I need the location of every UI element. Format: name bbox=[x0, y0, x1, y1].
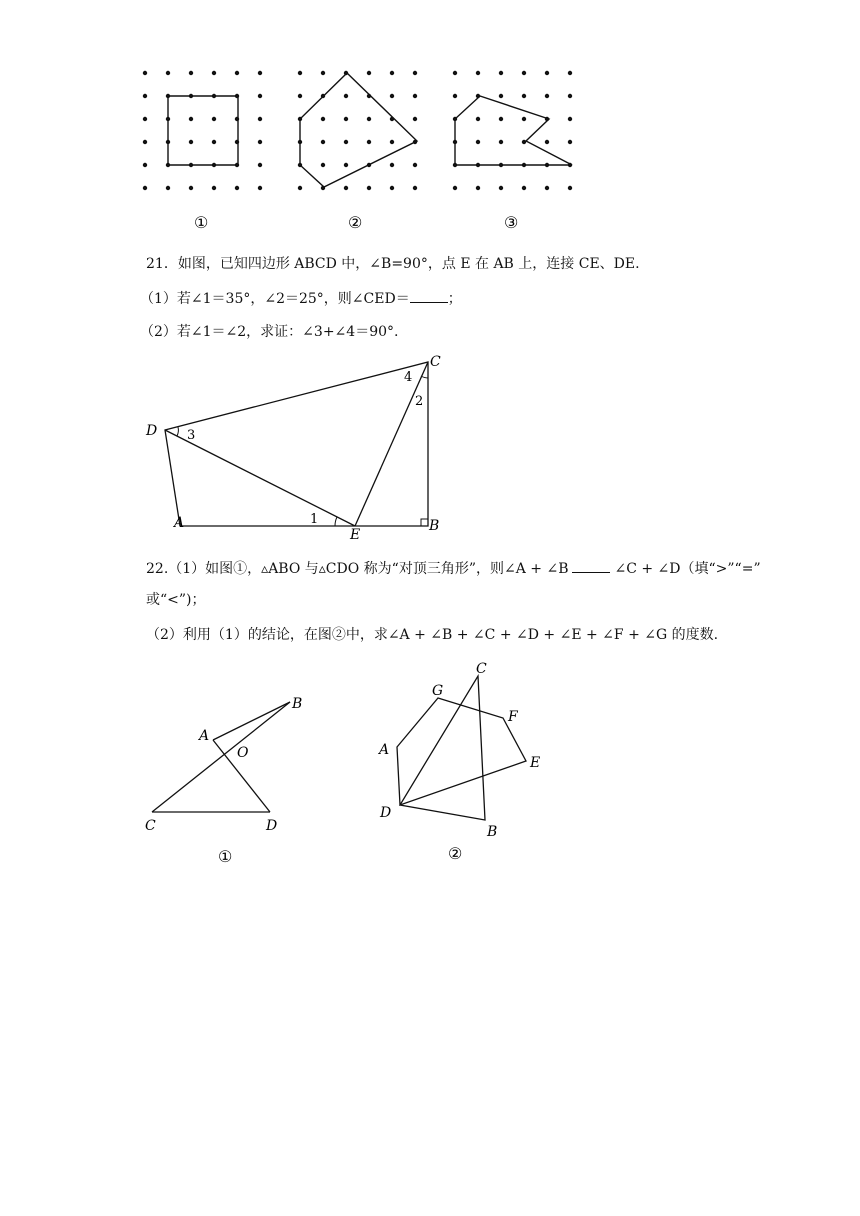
grid-dot bbox=[143, 186, 147, 190]
grid-dot bbox=[321, 140, 325, 144]
q21-part1-text: （1）若∠1＝35°，∠2＝25°，则∠CED＝ bbox=[140, 291, 410, 307]
grid-dot bbox=[499, 94, 503, 98]
grid-dot bbox=[453, 94, 457, 98]
q21-label-C: C bbox=[430, 354, 441, 370]
grid-dot bbox=[166, 186, 170, 190]
q21-right-angle-mark bbox=[421, 519, 428, 526]
grid-dot bbox=[522, 94, 526, 98]
q21-part2: （2）若∠1＝∠2，求证：∠3+∠4＝90°. bbox=[140, 324, 399, 340]
q22-figure-2 bbox=[370, 655, 560, 865]
q22-fig1-segment-AB bbox=[213, 702, 290, 740]
q21-segment-CE bbox=[355, 362, 428, 526]
grid-dot bbox=[499, 71, 503, 75]
grid-dot bbox=[258, 71, 262, 75]
grid-dot bbox=[212, 140, 216, 144]
grid-dot bbox=[499, 117, 503, 121]
grid-dot bbox=[413, 117, 417, 121]
grid-dot bbox=[568, 71, 572, 75]
q22-part1-continuation: 或“<”)； bbox=[146, 592, 206, 608]
q22-fig2-label-G: G bbox=[432, 683, 444, 699]
grid-dot bbox=[522, 71, 526, 75]
grid-dot bbox=[390, 186, 394, 190]
grid-dot bbox=[367, 140, 371, 144]
q21-angle-2: 2 bbox=[415, 394, 424, 409]
grid-dot bbox=[476, 117, 480, 121]
q22-fig1-segment-BC bbox=[152, 702, 290, 812]
grid-dot bbox=[545, 94, 549, 98]
grid-dot bbox=[413, 186, 417, 190]
grid-dot bbox=[189, 140, 193, 144]
q22-fig2-label-C: C bbox=[476, 661, 487, 677]
grid-dot bbox=[258, 163, 262, 167]
grid-dot bbox=[321, 117, 325, 121]
grid-dot bbox=[166, 71, 170, 75]
q22-part2: （2）利用（1）的结论，在图②中，求∠A + ∠B + ∠C + ∠D + ∠E + ∠F + ∠G 的度数. bbox=[146, 627, 719, 643]
grid-dot bbox=[413, 71, 417, 75]
grid-dot bbox=[189, 71, 193, 75]
grid-dot bbox=[321, 71, 325, 75]
q21-figure bbox=[140, 350, 450, 540]
grid-dot bbox=[298, 94, 302, 98]
grid-dot bbox=[235, 186, 239, 190]
grid-dot bbox=[258, 186, 262, 190]
q22-fig2-caption: ② bbox=[448, 844, 463, 863]
grid-dot bbox=[545, 186, 549, 190]
grid-dot bbox=[453, 71, 457, 75]
q21-stem: 21．如图，已知四边形 ABCD 中，∠B=90°，点 E 在 AB 上，连接 CE、DE. bbox=[146, 256, 640, 272]
q22-part1-text: 22.（1）如图①，▵ABO 与▵CDO 称为“对顶三角形”，则∠A + ∠B bbox=[146, 561, 569, 577]
q22-part1-tail: ∠C + ∠D（填“>”“=” bbox=[614, 561, 761, 577]
grid-dot bbox=[212, 186, 216, 190]
q22-answer-blank[interactable] bbox=[572, 558, 610, 573]
q21-angle-2-4-arc bbox=[421, 376, 428, 378]
grid-caption-2: ② bbox=[348, 213, 363, 232]
grid-dot bbox=[568, 117, 572, 121]
grid-dot bbox=[545, 71, 549, 75]
grid-dot bbox=[344, 117, 348, 121]
q22-fig2-label-F: F bbox=[508, 709, 518, 725]
grid-dot bbox=[367, 117, 371, 121]
q21-label-B: B bbox=[429, 518, 440, 534]
grid-dot bbox=[545, 140, 549, 144]
grid-dot bbox=[476, 186, 480, 190]
grid-dot bbox=[143, 117, 147, 121]
q21-answer-blank[interactable] bbox=[410, 288, 448, 303]
grid-dot bbox=[499, 186, 503, 190]
grid-dot bbox=[143, 140, 147, 144]
grid-dot bbox=[568, 186, 572, 190]
grid-polygon-3 bbox=[455, 96, 572, 165]
q22-fig1-label-A: A bbox=[199, 728, 210, 744]
q22-fig1-caption: ① bbox=[218, 847, 233, 866]
q22-fig1-label-C: C bbox=[145, 818, 156, 834]
grid-dot bbox=[258, 117, 262, 121]
q22-fig1-label-D: D bbox=[266, 818, 278, 834]
grid-dot bbox=[390, 71, 394, 75]
grid-dot bbox=[143, 71, 147, 75]
q21-part1 bbox=[140, 288, 462, 309]
grid-dot bbox=[476, 140, 480, 144]
q21-segment-DE bbox=[165, 430, 355, 526]
grid-dot bbox=[298, 186, 302, 190]
grid-dot bbox=[298, 71, 302, 75]
grid-dot bbox=[453, 186, 457, 190]
q21-part1-end: ； bbox=[447, 291, 462, 307]
grid-dot bbox=[390, 140, 394, 144]
grid-dot bbox=[367, 186, 371, 190]
grid-dot bbox=[321, 163, 325, 167]
q22-fig1-label-O: O bbox=[237, 745, 249, 761]
grid-dot bbox=[143, 163, 147, 167]
q21-angle-1: 1 bbox=[310, 512, 319, 527]
grid-dot bbox=[367, 71, 371, 75]
grid-polygon-2 bbox=[300, 73, 417, 187]
grid-caption-3: ③ bbox=[504, 213, 519, 232]
q22-fig2-label-E: E bbox=[530, 755, 541, 771]
q21-label-D: D bbox=[146, 423, 158, 439]
grid-dot bbox=[189, 186, 193, 190]
q22-fig2-label-A: A bbox=[379, 742, 390, 758]
grid-dot bbox=[143, 94, 147, 98]
grid-dot bbox=[476, 71, 480, 75]
q21-angle-3-arc bbox=[177, 427, 178, 436]
grid-dot bbox=[344, 163, 348, 167]
grid-caption-1: ① bbox=[194, 213, 209, 232]
grid-dot bbox=[344, 140, 348, 144]
grid-dot bbox=[522, 140, 526, 144]
grid-dot bbox=[413, 163, 417, 167]
q21-angle-3: 3 bbox=[187, 428, 196, 443]
grid-dot bbox=[212, 71, 216, 75]
q22-fig2-label-B: B bbox=[487, 824, 498, 840]
grid-dot bbox=[568, 140, 572, 144]
grid-dot bbox=[499, 140, 503, 144]
grid-dot bbox=[522, 186, 526, 190]
grid-dot bbox=[390, 94, 394, 98]
q22-figure-1 bbox=[140, 690, 330, 870]
grid-dot bbox=[258, 140, 262, 144]
q22-fig2-label-D: D bbox=[380, 805, 392, 821]
q21-quadrilateral bbox=[165, 362, 428, 526]
q21-angle-1-arc bbox=[335, 517, 337, 526]
q22-fig1-label-B: B bbox=[292, 696, 303, 712]
grid-dot bbox=[258, 94, 262, 98]
dot-grid-figures bbox=[130, 60, 600, 240]
grid-dot bbox=[235, 71, 239, 75]
grid-dot bbox=[413, 94, 417, 98]
q22-fig2-pentagon-AGFE bbox=[397, 698, 526, 805]
grid-dot bbox=[568, 94, 572, 98]
grid-dot bbox=[189, 117, 193, 121]
q22-part1 bbox=[146, 558, 761, 579]
grid-dot bbox=[390, 163, 394, 167]
q21-label-A: A bbox=[174, 515, 185, 531]
dot-grids bbox=[143, 71, 572, 190]
grid-dot bbox=[522, 117, 526, 121]
grid-dot bbox=[212, 117, 216, 121]
grid-rectangle bbox=[168, 96, 238, 165]
q21-angle-4: 4 bbox=[404, 370, 413, 385]
grid-dot bbox=[344, 186, 348, 190]
grid-dot bbox=[344, 94, 348, 98]
q21-label-E: E bbox=[350, 527, 361, 540]
